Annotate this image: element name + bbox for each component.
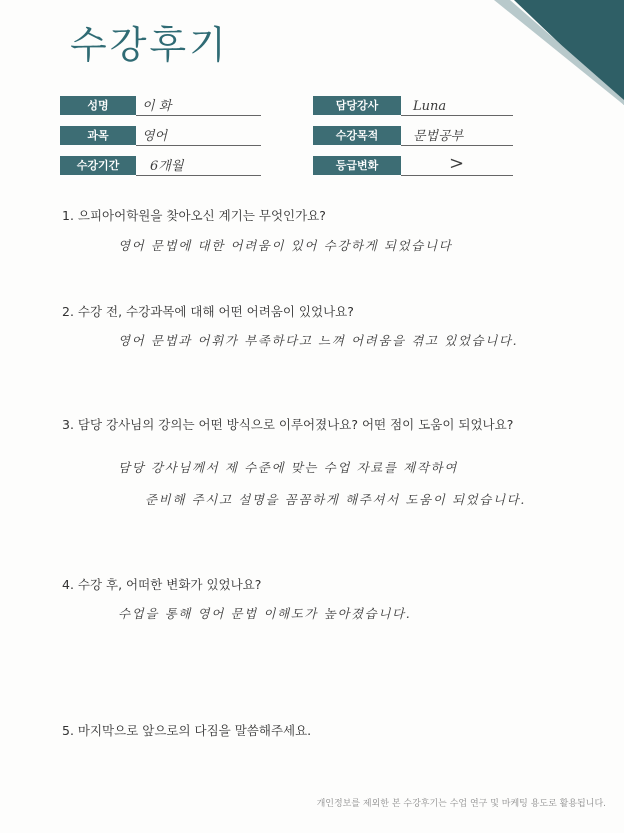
answer-1-line-1: 영어 문법에 대한 어려움이 있어 수강하게 되었습니다 xyxy=(118,238,453,253)
question-1: 1. 으피아어학원을 찾아오신 계기는 무엇인가요? xyxy=(62,208,326,223)
instructor-value: Luna xyxy=(413,99,447,114)
corner-decoration xyxy=(494,0,624,105)
name-field[interactable] xyxy=(136,94,261,116)
question-4: 4. 수강 후, 어떠한 변화가 있었나요? xyxy=(62,577,262,592)
answer-3-line-1: 담당 강사님께서 제 수준에 맞는 수업 자료를 제작하여 xyxy=(118,460,458,475)
purpose-label: 수강목적 xyxy=(313,126,401,145)
grade-value: > xyxy=(449,153,465,174)
period-label: 수강기간 xyxy=(60,156,136,175)
subject-field[interactable] xyxy=(136,124,261,146)
period-field[interactable] xyxy=(136,154,261,176)
footer-note: 개인정보를 제외한 본 수강후기는 수업 연구 및 마케팅 용도로 활용됩니다. xyxy=(316,799,606,809)
question-3: 3. 담당 강사님의 강의는 어떤 방식으로 이루어졌나요? 어떤 점이 도움이 되었나요? xyxy=(62,417,514,432)
instructor-field[interactable] xyxy=(401,94,513,116)
purpose-field[interactable] xyxy=(401,124,513,146)
grade-label: 등급변화 xyxy=(313,156,401,175)
instructor-label: 담당강사 xyxy=(313,96,401,115)
subject-value: 영어 xyxy=(142,129,168,144)
page-title: 수강후기 xyxy=(70,23,229,67)
period-value: 6개월 xyxy=(150,159,184,174)
question-5: 5. 마지막으로 앞으로의 다짐을 말씀해주세요. xyxy=(62,723,312,738)
answer-4-line-1: 수업을 통해 영어 문법 이해도가 높아졌습니다. xyxy=(118,606,412,621)
name-label: 성명 xyxy=(60,96,136,115)
question-2: 2. 수강 전, 수강과목에 대해 어떤 어려움이 있었나요? xyxy=(62,304,354,319)
purpose-value: 문법공부 xyxy=(413,129,464,144)
subject-label: 과목 xyxy=(60,126,136,145)
name-value: 이 화 xyxy=(142,99,172,114)
answer-2-line-1: 영어 문법과 어휘가 부족하다고 느껴 어려움을 겪고 있었습니다. xyxy=(118,333,519,348)
answer-3-line-2: 준비해 주시고 설명을 꼼꼼하게 해주셔서 도움이 되었습니다. xyxy=(145,492,526,507)
grade-field[interactable] xyxy=(401,154,513,176)
